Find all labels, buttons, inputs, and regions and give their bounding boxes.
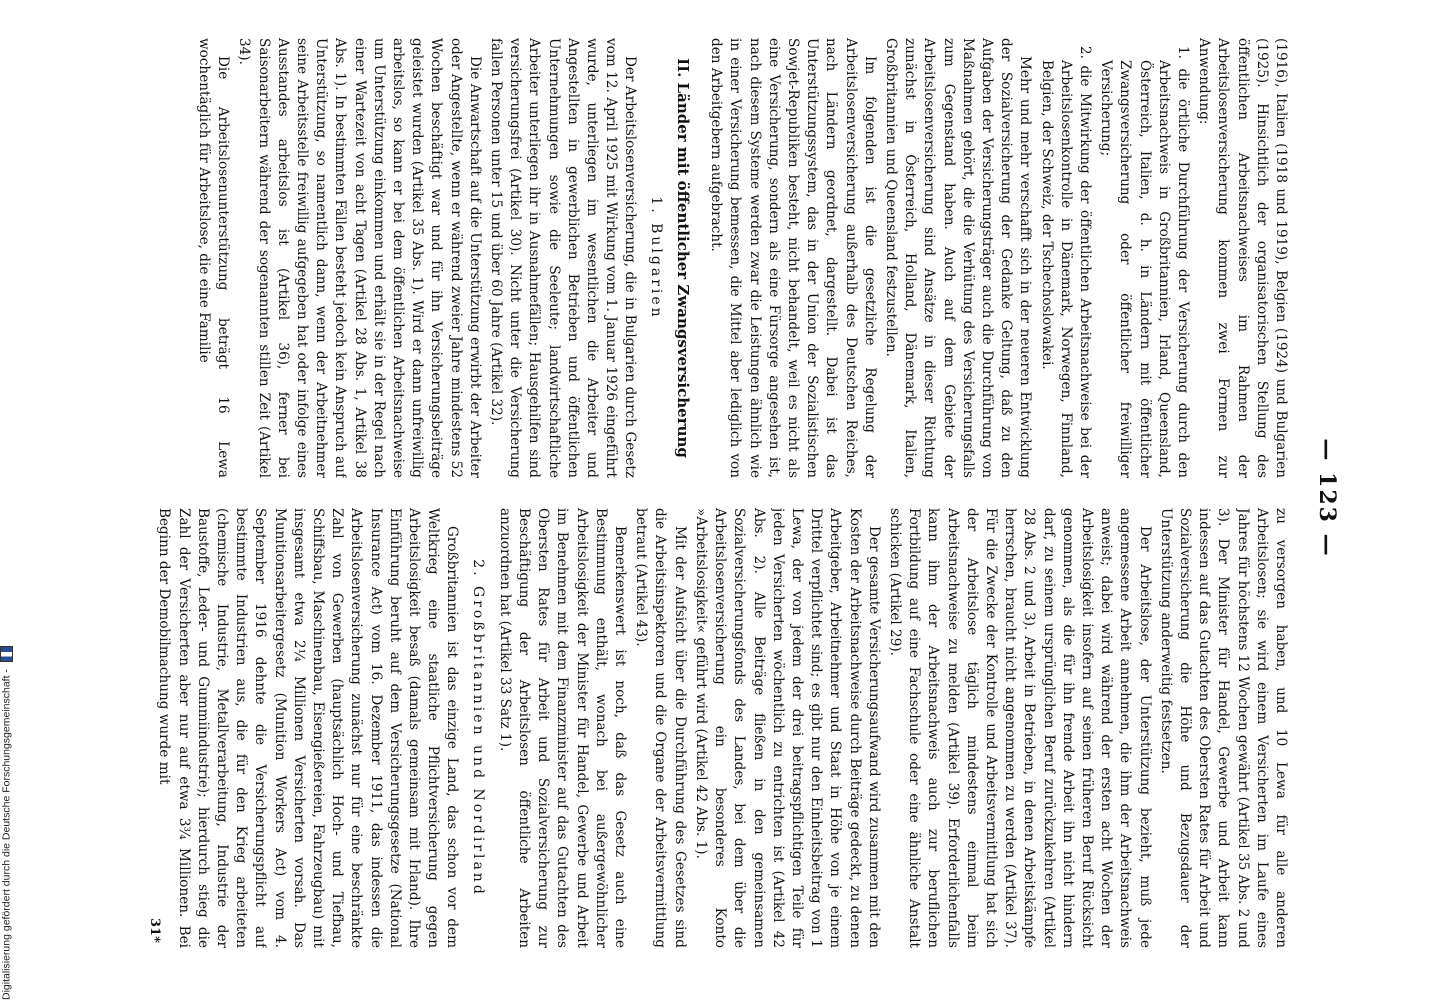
paragraph: Der Arbeitslose, der Unterstützung bezieht, muß jede angemessene Arbeit annehmen, die ihm der Arbeitsnachweis anweist; dabei wird während der ersten acht Wochen der Arbeitslosigkeit insofern auf seinen früheren Beruf Rücksicht genommen, als die für ihn fremde Arbeit ihn nicht hindern darf, zu seinem ursprünglichen Beruf zurückzukehren (Artikel 28 Abs. 2 und 3). Arbeit in Betrieben, in denen Arbeitskämpfe herrschen, braucht nicht angenommen zu werden (Artikel 37). Für die Zwecke der Kontrolle und Arbeitsvermittlung hat sich der Arbeitslose täglich mindestens einmal beim Arbeitsnachweise zu melden (Artikel 39). Erforderlichenfalls kann ihm der Arbeitsnachweis auch zur beruflichen Fortbildung auf eine Fachschule oder eine ähnliche Anstalt schicken (Artikel 29). — [886, 508, 1153, 948]
sub-heading: 2. Großbritannien und Nordirland — [469, 559, 486, 897]
paragraph: Die Anwartschaft auf die Unterstützung erwirbt der Arbeiter oder Angestellte, wenn er während zweier Jahre mindestens 52 Wochen beschäftigt war und für ihn Versicherungsbeiträge geleistet wurden (Artikel 35 Abs. 1). Wird er dann unfreiwillig arbeitslos, so kann er bei dem öffentlichen Arbeitsnachweise um Unterstützung einkommen und erhält sie in der Regel nach einer Wartezeit von acht Tagen (Artikel 28 Abs. 1, Artikel 38 Abs. 1). In bestimmten Fällen besteht jedoch kein Anspruch auf Unterstützung, so namentlich dann, wenn der Arbeitnehmer seine Arbeitsstelle freiwillig aufgegeben hat oder infolge eines Ausstandes arbeitslos ist (Artikel 36), ferner bei Saisonarbeitern während der sogenannten stillen Zeit (Artikel 34). — [236, 38, 483, 478]
paragraph: Mit der Aufsicht über die Durchführung des Gesetzes sind die Arbeitsinspektoren und die Organe der Arbeitsvermittlung betraut (Artikel 43). — [633, 508, 688, 948]
paragraph: Großbritannien ist das einzige Land, das schon vor dem Weltkrieg eine staatliche Pflichtversicherung gegen Arbeitslosigkeit besaß (damals gemeinsam mit Irland). Ihre Einführung beruht auf dem Versicherungsgesetze (National Insurance Act) vom 16. Dezember 1911, das indessen die Arbeitslosenversicherung zunächst nur für eine beschränkte Zahl von Gewerben (hauptsächlich Hoch- und Tiefbau, Schiffsbau, Maschinenbau, Eisengießereien, Fahrzeugbau) mit insgesamt etwa 2¼ Millionen Versicherten vorsah. Das Munitionsarbeitergesetz (Munition Workers Act) vom 4. September 1916 dehnte die Versicherungspflicht auf bestimmte Industrien aus, die für den Krieg arbeiteten (chemische Industrie, Metallverarbeitung, Industrie der Baustoffe, Leder- und Gummiindustrie); hierdurch stieg die Zahl der Versicherten aber nur auf etwa 3¾ Millionen. Bei Beginn der Demobilmachung wurde mit — [156, 508, 461, 948]
paragraph: Im folgenden ist die gesetzliche Regelung der Arbeitslosenversicherung außerhalb des Deutschen Reiches, nach Ländern geordnet, dargestellt. Dabei ist das Unterstützungssystem, das in der Union der Sozialistischen Sowjet-Republiken besteht, nicht behandelt, weil es nicht als eine Versicherung, sondern als eine Fürsorge angesehen ist, nach diesem Systeme werden zwar die Leistungen ähnlich wie in einer Versicherung bemessen, die Mittel aber lediglich von den Arbeitgebern aufgebracht. — [708, 38, 878, 478]
credit-text: Digitalisierung gefördert durch die Deutsche Forschungsgemeinschaft - — [0, 669, 13, 1000]
paragraph: Der Arbeitslosenversicherung, die in Bulgarien durch Gesetz vom 12. April 1925 mit Wirkung vom 1. Januar 1926 eingeführt wurde, unterliegen im wesentlichen die Arbeiter und Angestellten in gewerblichen Betrieben und öffentlichen Unternehmungen sowie die Seeleute; landwirtschaftliche Arbeiter unterliegen ihr in Ausnahmefällen; Hausgehilfen sind versicherungsfrei (Artikel 30). Nicht unter die Versicherung fallen Personen unter 15 und über 60 Jahre (Artikel 32). — [488, 38, 639, 478]
paragraph: Der gesamte Versicherungsaufwand wird zusammen mit den Kosten der Arbeitsnachweise durch Beiträge gedeckt, zu denen Arbeitgeber, Arbeitnehmer und Staat in Höhe von je einem Drittel verpflichtet sind; es gibt nur den Einheitsbeitrag von 1 Lewa, der von jedem der drei beitragspflichtigen Teile für jeden Versicherten wöchentlich zu entrichten ist (Artikel 42 Abs. 2). Alle Beiträge fließen in den gemeinsamen Sozialversicherungsfonds des Landes, bei dem über die Arbeitslosenversicherung ein besonderes Konto »Arbeitslosigkeit« geführt wird (Artikel 42 Abs. 1). — [692, 508, 882, 948]
section-heading: II. Länder mit öffentlicher Zwangsversicherung — [673, 58, 692, 458]
paragraph: (1916), Italien (1918 und 1919), Belgien (1924) und Bulgarien (1925). Hinsichtlich der organisatorischen Stellung des öffentlichen Arbeitsnachweises im Rahmen der Arbeitslosenversicherung kommen zwei Formen zur Anwendung: — [1196, 38, 1289, 478]
list-item: 2. die Mitwirkung der öffentlichen Arbeitsnachweise bei der Arbeitslosenkontrolle in Dänemark, Norwegen, Finnland, Belgien, der Schweiz, der Tschechoslowakei. — [1038, 46, 1093, 478]
sheet-signature: 31* — [147, 918, 162, 943]
left-column — [150, 38, 1290, 478]
paragraph: zu versorgen haben, und 10 Lewa für alle anderen Arbeitslosen; sie wird einem Versicherten im Laufe eines Jahres für höchstens 12 Wochen gewährt (Artikel 35 Abs. 2 und 3). Der Minister für Handel, Gewerbe und Arbeit kann indessen auf das Gutachten des Obersten Rates für Arbeit und Sozialversicherung die Höhe und Bezugsdauer der Unterstützung anderweitig festsetzen. — [1157, 508, 1289, 948]
list-item: 1. die örtliche Durchführung der Versicherung durch den Arbeitsnachweis in Großbritannien, Irland, Queensland, Österreich, Italien, d. h. in Ländern mit öffentlicher Zwangsversicherung oder öffentlicher freiwilliger Versicherung; — [1098, 46, 1191, 478]
document-page — [140, 38, 1340, 958]
sub-heading: 1. Bulgarien — [647, 196, 664, 320]
paragraph: Bemerkenswert ist noch, daß das Gesetz auch eine Bestimmung enthält, wonach bei außergewöhnlicher Arbeitslosigkeit der Minister für Handel, Gewerbe und Arbeit im Benehmen mit dem Finanzminister auf das Gutachten des Obersten Rates für Arbeit und Sozialversicherung zur Beschäftigung der Arbeitslosen öffentliche Arbeiten anzuordnen hat (Artikel 33 Satz 1). — [496, 508, 629, 948]
paragraph: Mehr und mehr verschafft sich in der neueren Entwicklung der Sozialversicherung der Gedanke Geltung, daß zu den Aufgaben der Versicherungsträger auch die Durchführung von Maßnahmen gehört, die die Verhütung des Versicherungsfalls zum Gegenstand haben. Auch auf dem Gebiete der Arbeitslosenversicherung sind Ansätze in dieser Richtung zunächst in Österreich, Holland, Dänemark, Italien, Großbritannien und Queensland festzustellen. — [882, 38, 1034, 478]
right-column — [150, 508, 1290, 948]
page-number: — 123 — — [1314, 438, 1340, 558]
digitization-credit — [0, 0, 14, 1000]
paragraph: Die Arbeitslosenunterstützung beträgt 16 Lewa wochentäglich für Arbeitslose, die eine Familie — [196, 38, 232, 478]
dfg-logo-icon — [0, 646, 13, 662]
